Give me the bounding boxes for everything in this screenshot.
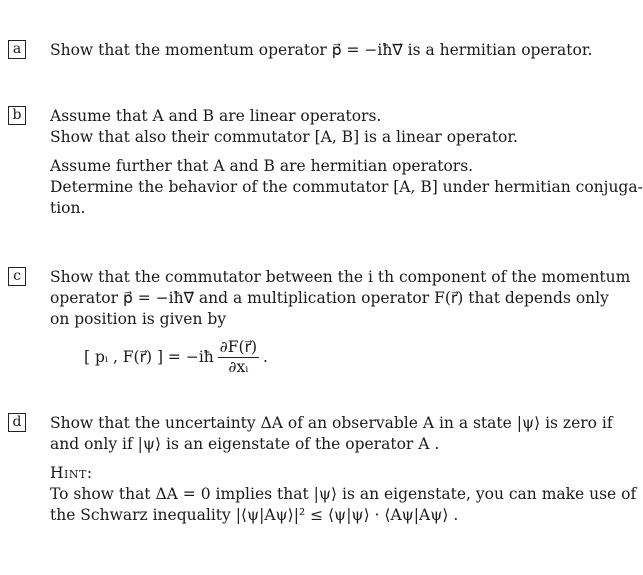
hint-line: To show that ΔA = 0 implies that |ψ⟩ is an eigenstate, you can make use of xyxy=(50,485,637,503)
hint-title: Hint: xyxy=(50,464,93,482)
problem-a-line: Show that the momentum operator p⃗ = −iħ∇⃗ is a hermitian operator. xyxy=(50,41,593,59)
problem-d-line: Show that the uncertainty ΔA of an observable A in a state |ψ⟩ is zero if xyxy=(50,414,613,432)
problem-b-line: Show that also their commutator [A, B] is a linear operator. xyxy=(50,128,518,146)
problem-b-line: Assume that A and B are linear operators. xyxy=(50,107,382,125)
formula-lhs: [ pᵢ , F(r⃗) ] = −iħ xyxy=(84,348,214,366)
problem-b-line: Determine the behavior of the commutator [A, B] under hermitian conjuga- xyxy=(50,178,643,196)
formula-fraction xyxy=(218,338,259,377)
problem-label-c: c xyxy=(8,267,26,286)
hint-line: the Schwarz inequality |⟨ψ|Aψ⟩|² ≤ ⟨ψ|ψ⟩ · ⟨Aψ|Aψ⟩ . xyxy=(50,506,459,524)
problem-b-line: tion. xyxy=(50,199,86,217)
formula-numerator: ∂F(r⃗) xyxy=(219,338,258,356)
formula-denominator: ∂xᵢ xyxy=(228,358,249,376)
formula-end: . xyxy=(263,348,268,366)
problem-b-text xyxy=(50,106,643,219)
problem-d-line: and only if |ψ⟩ is an eigenstate of the operator A . xyxy=(50,435,440,453)
problem-label-a: a xyxy=(8,40,26,59)
problem-a-text xyxy=(50,40,628,61)
problem-c-line: Show that the commutator between the i th component of the momentum xyxy=(50,268,631,286)
problem-b-line: Assume further that A and B are hermitian operators. xyxy=(50,157,474,175)
problem-c-text xyxy=(50,267,631,377)
commutator-formula xyxy=(84,338,628,377)
problem-label-d: d xyxy=(8,413,26,432)
problem-label-b: b xyxy=(8,106,26,125)
problem-d-text xyxy=(50,413,637,526)
problem-c-line: operator p⃗ = −iħ∇⃗ and a multiplication operator F(r⃗) that depends only xyxy=(50,289,609,307)
problem-c-line: on position is given by xyxy=(50,310,227,328)
